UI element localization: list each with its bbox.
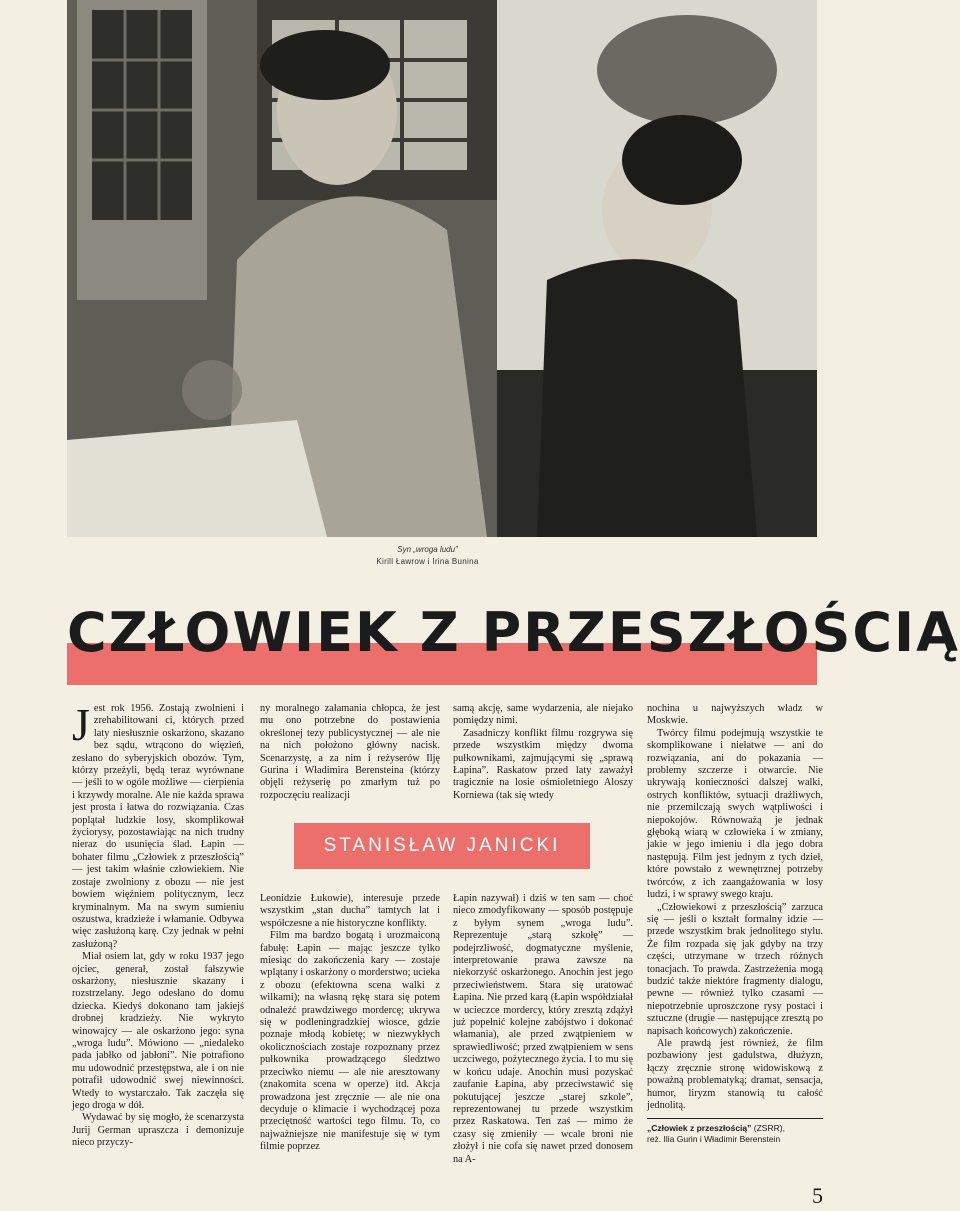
film-still-photo: [67, 0, 817, 537]
credits-directors: reż. Ilia Gurin i Władimir Berenstein: [647, 1134, 781, 1145]
paragraph: Miał osiem lat, gdy w roku 1937 jego ojciec, generał, został fałszywie oskarżony, niesłusznie skazany i rozstrzelany. Jego odesłano do domu dziecka. Kiedyś dokonano tam jakiejś drobnej kradzieży. Nie wykryto winowajcy — ale oskarżono jego: syna „wroga ludu”. Mówiono — „niedaleko pada jabłko od jabłoni”. Nie potrafiono mu udowodnić przestępstwa, ale i on nie potrafił udowodnić swej niewinności. Wtedy to wystarczało. Tak zaczęła się jego droga w dół.: [72, 951, 244, 1111]
paragraph: Łapin nazywał) i dziś w ten sam — choć nieco zmodyfikowany — sposób postępuje z byłym synem „wroga ludu”. Reprezentuje „starą szkołę” — podejrzliwość, dogmatyczne myślenie, interpretowanie prawa zawsze na niekorzyść oskarżonego. Anochin jest jego przeciwieństwem. Stara się uratować Łapina. Nie przed karą (Łapin współdziałał w ucieczce mordercy, który zresztą zdążył już popełnić kolejne zabójstwo i dokonać włamania), ale przed zwątpieniem w sprawiedliwość; przed zwątpieniem w sens uczciwego, pożytecznego życia. I to mu się w końcu udaje. Anochin musi pozyskać zaufanie Łapina, aby przeciwstawić się pokutującej jeszcze „starej szkole”, reprezentowanej tu przede wszystkim przez Raskatowa. Ten zaś — mimo że czasy się zmieniły — wcale broni nie złożył i nie cofa się nawet przed donosem na A-: [453, 893, 633, 1165]
article-lead-paragraph: [72, 699, 244, 951]
paragraph: Ale prawdą jest również, że film pozbawiony jest gadulstwa, dłużyzn, łączy zręcznie stronę widowiskową z poważną problematyką; dramat, sensacja, humor, liryzm stanowią tu całość jednolitą.: [647, 1037, 823, 1111]
paragraph: nochina u najwyższych władz w Moskwie.: [647, 703, 823, 727]
column-3-top: [453, 703, 633, 802]
paragraph: ny moralnego załamania chłopca, że jest mu ono potrzebne do postawienia określonej tezy publicystycznej — ale nie na nich położono główny nacisk. Scenarzystę, a za nim i reżyserów Ilję Gurina i Władimira Berensteina (którzy objęli reżyserię po zmarłym tuż po rozpoczęciu realizacji: [260, 703, 440, 801]
column-3-bottom: [453, 893, 633, 1166]
credits-film-title: „Człowiek z przeszłością”: [647, 1123, 752, 1134]
caption-title: Syn „wroga ludu”: [397, 545, 458, 554]
paragraph: Film ma bardzo bogatą i urozmaiconą fabułę: Łapin — mając jeszcze tylko miesiąc do zakończenia kary — zostaje wplątany i oskarżony o morderstwo; ucieka z obozu (efektowna scena walki z wilkami); na własną rękę stara się potem odnaleźć prawdziwego mordercę; ukrywa się w podleningradzkiej wiosce, gdzie poznaje młodą kobietę; w niezwykłych okolicznościach zostaje rozpoznany przez pułkownika prowadzącego śledztwo przeciwko niemu — ale nie aresztowany (znakomita scena w operze) itd. Akcja prowadzona jest zręcznie — ale nie ona decyduje o klimacie i wychodzącej poza przeciętność wartości tego filmu. To, co najważniejsze nie manifestuje się w tym filmie poprzez: [260, 930, 440, 1153]
paragraph: „Człowiekowi z przeszłością” zarzuca się — jeśli o kształt formalny idzie — przede wszystkim brak jednolitego stylu. Że film rozpada się jak gdyby na trzy części, utrzymane w trzech różnych tonacjach. To prawda. Zastrzeżenia mogą budzić także niektóre fragmenty dialogu, pewne — również tylko czasami — niepotrzebnie uproszczone rysy postaci i sztuczne (drugie — następujące zresztą po napisach końcowych) zakończenie.: [647, 901, 823, 1037]
lead-text: est rok 1956. Zostają zwolnieni i zrehabilitowani ci, których przed laty niesłusznie oskarżono, skazano bez sądu, wtrącono do więzień, zesłano do syberyjskich obozów. Tym, którzy przeżyli, będą teraz wyrównane — jeśli to w ogóle możliwe — cierpienia i krzywdy moralne. Ale nie każda sprawa jest prosta i łatwa do rozwiązania. Czas poplątał ludzkie losy, skomplikował życiorysy, pozostawiając na nich trudny nieraz do usunięcia ślad. Łapin — bohater filmu „Człowiek z przeszłością” — jest takim właśnie człowiekiem. Nie zostaje zwolniony z obozu — nie jest bowiem więźniem politycznym, lecz kryminalnym. Ma na swym sumieniu oszustwa, kradzieże i włamanie. Odbywa więc zasłużoną karę. Czy jednak w pełni zasłużoną?: [72, 703, 244, 950]
page-number: 5: [812, 1183, 823, 1208]
paragraph: Leonidzie Łukowie), interesuje przede wszystkim „stan ducha” tamtych lat i współczesne a nie historyczne konflikty.: [260, 893, 440, 929]
article-title: CZŁOWIEK Z PRZESZŁOŚCIĄ: [67, 601, 960, 664]
drop-cap: J: [72, 699, 90, 750]
film-credits: [647, 1118, 823, 1145]
column-2-top: [260, 703, 440, 802]
paragraph: samą akcję, same wydarzenia, ale niejako pomiędzy nimi.: [453, 703, 633, 727]
column-4: [647, 703, 823, 1145]
paragraph: Twórcy filmu podejmują wszystkie te skomplikowane i niełatwe — ani do rozwiązania, ani do pokazania — problemy szczerze i otwarcie. Nie ukrywają konieczności dalszej walki, ostrych konfliktów, sytuacji drażliwych, nie przemilczają swych wątpliwości i niepokojów. Równoważą je jednak głęboką wiarą w człowieka i w zmiany, jakie w jego imieniu i dla jego dobra następują. Film jest jednym z tych dzieł, które powstało z wewnętrznej potrzeby twórców, z ich zaangażowania w losy ludzi, i w sprawy swego kraju.: [647, 727, 823, 901]
author-name-box: STANISŁAW JANICKI: [294, 823, 590, 869]
column-1: [72, 699, 244, 1150]
caption-actors: Kirill Ławrow i Irina Bunina: [376, 557, 479, 566]
column-2-bottom: [260, 893, 440, 1154]
credits-country: (ZSRR),: [751, 1123, 785, 1134]
photo-caption: [0, 544, 855, 568]
paragraph: Zasadniczy konflikt filmu rozgrywa się przede wszystkim między dwoma pułkownikami, zajmującymi się „sprawą Łapina”. Raskatow przed laty zaważył tragicznie na losie ośmioletniego Aloszy Korniewa (tak się wtedy: [453, 727, 633, 801]
paragraph: Wydawać by się mogło, że scenarzysta Jurij German upraszcza i demonizuje nieco przyczy-: [72, 1112, 244, 1149]
film-still-photo-icon: [67, 0, 817, 537]
